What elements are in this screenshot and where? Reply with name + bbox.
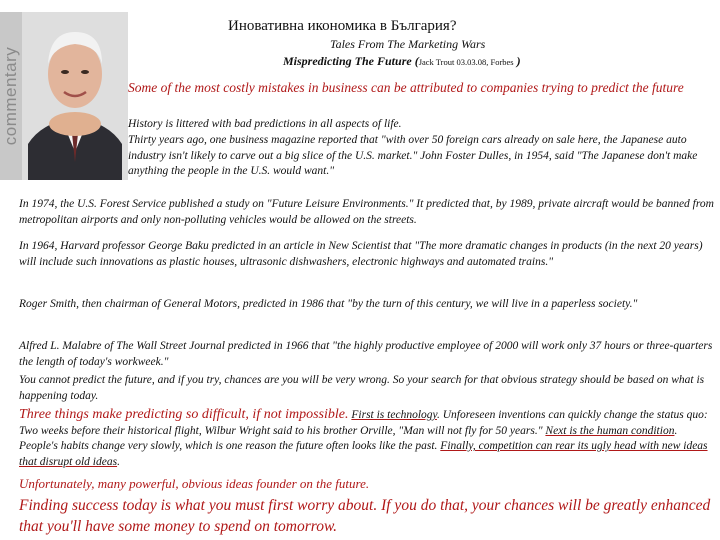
three-things-rest-1: . Unforeseen inventions can quickly change the status quo: Two weeks before their historical flight, Wilbur Wright said to his brother Orville, "Man will not fly for 50 years.": [19, 409, 708, 437]
paragraph-cannot-predict: You cannot predict the future, and if you try, chances are you will be very wrong. So your search for that obvious strategy should be based on what is happening today.: [19, 374, 705, 402]
paragraph-paperless-society: Roger Smith, then chairman of General Motors, predicted in 1986 that "by the turn of this century, we will live in a paperless society.": [19, 298, 638, 310]
final-statement: Finding success today is what you must first worry about. If you do that, your chances will be greatly enhanced that you'll have some money to spend on tomorrow.: [19, 497, 711, 535]
paragraph-japanese-cars: Thirty years ago, one business magazine reported that "with over 50 foreign cars already on sale here, the Japanese auto industry isn't likely to carve out a big slice of the U.S. market." John Foster Dulles, in 1954, said "The Japanese don't make anything the people in the U.S. would want.": [128, 134, 698, 177]
three-things-end: .: [117, 455, 120, 468]
article-subtitle: Tales From The Marketing Wars: [330, 37, 486, 51]
source-close-paren: ): [513, 54, 521, 68]
page-title: Иновативна икономика в България?: [228, 18, 457, 34]
next-human-condition: Next is the human condition: [545, 424, 675, 437]
intro-statement: Some of the most costly mistakes in business can be attributed to companies trying to predict the future: [128, 80, 684, 95]
unfortunately-statement: Unfortunately, many powerful, obvious ideas founder on the future.: [19, 476, 370, 491]
three-things-lead: Three things make predicting so difficult, if not impossible.: [19, 407, 349, 422]
paragraph-forest-service: In 1974, the U.S. Forest Service published a study on "Future Leisure Environments." It predicted that, by 1989, private aircraft would be banned from metropolitan airports and only non-polluting vehicles would be allowed on the streets.: [19, 198, 714, 226]
three-things-rest-2: . People's habits change very slowly, which is one reason the future often looks like the past.: [19, 424, 678, 452]
paragraph-workweek: Alfred L. Malabre of The Wall Street Journal predicted in 1966 that "the highly productive employee of 2000 will work only 37 hours or three-quarters the length of today's workweek.": [19, 340, 713, 368]
paragraph-history: History is littered with bad predictions in all aspects of life.: [128, 118, 402, 130]
article-title: [283, 54, 521, 69]
finally-competition: Finally, competition can rear its ugly head with new ideas that disrupt old ideas: [19, 440, 708, 468]
source-citation: Jack Trout 03.03.08, Forbes: [418, 57, 514, 67]
source-open-paren: (: [411, 54, 419, 68]
mispredict-title: Mispredicting The Future: [283, 54, 412, 68]
first-technology: First is technology: [351, 409, 437, 421]
paragraph-harvard-prediction: In 1964, Harvard professor George Baku predicted in an article in New Scientist that "The more dramatic changes in products (in the next 20 years) will include such innovations as plastic houses, ultrasonic dishwashers, electronic highways and automated trains.": [19, 240, 703, 268]
paragraph-three-things: [19, 407, 717, 470]
commentary-label: commentary: [1, 46, 20, 146]
